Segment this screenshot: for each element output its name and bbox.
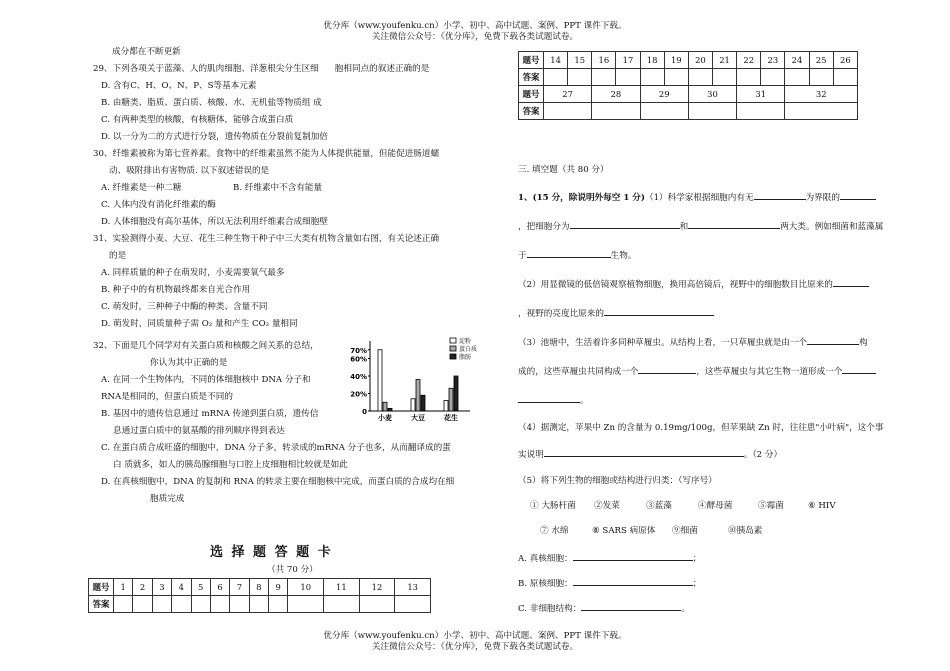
chart-bar: [416, 380, 420, 412]
card-number-cell-9: 9: [269, 579, 288, 596]
organic-matter-bar-chart: [340, 333, 478, 425]
q32-option-a-2: RNA是相同的，但蛋白质是不同的: [101, 392, 233, 402]
fill-q1-line-1: 1、(15 分，除说明外每空 1 分)（1）科学家根据细胞内有无 为界限的: [518, 190, 876, 204]
right-answer-cell-9[interactable]: [737, 69, 761, 86]
blank-6[interactable]: [833, 277, 869, 287]
answer-card-subtitle: （共 70 分）: [267, 565, 318, 575]
header-line-2: 关注微信公众号：《优分库》，免费下载各类试题试卷。: [371, 32, 579, 42]
card-number-cell-10: 10: [288, 579, 324, 596]
answer-noncellular: C. 非细胞结构： 。: [518, 601, 690, 615]
blank-9[interactable]: [638, 364, 696, 374]
right-number-cell-r2-3: 29: [640, 86, 688, 103]
item-7: ⑦ 水绵: [540, 526, 569, 536]
q30-option-c: C. 人体内没有消化纤维素的酶: [101, 200, 216, 210]
q32-stem-2: 你认为其中正确的是: [150, 358, 228, 368]
right-answer-cell-2[interactable]: [568, 69, 592, 86]
card-number-cell-3: 3: [152, 579, 171, 596]
card-answer-cell-3[interactable]: [152, 596, 171, 613]
answer-card-answer-label: 答案: [89, 596, 114, 613]
card-answer-cell-12[interactable]: [359, 596, 395, 613]
q32-option-d-2: 胞质完成: [150, 494, 185, 504]
q32-option-a-1: A. 在同一个生物体内，不同的体细胞核中 DNA 分子和: [101, 375, 311, 385]
right-answer-cell-r2-3[interactable]: [640, 103, 688, 120]
blank-4[interactable]: [688, 219, 780, 229]
chart-legend-label: 淀粉: [459, 338, 472, 345]
right-number-cell-13: 26: [833, 52, 857, 69]
q30-stem-2: 动、吸附排出有害物质. 以下叙述错误的是: [109, 166, 270, 176]
right-number-cell-r2-6: 32: [785, 86, 858, 103]
blank-eukaryote[interactable]: [573, 551, 693, 561]
q32-option-b-1: B. 基因中的遗传信息通过 mRNA 传递到蛋白质，遗传信: [101, 409, 319, 419]
right-answer-cell-13[interactable]: [833, 69, 857, 86]
card-answer-cell-4[interactable]: [172, 596, 191, 613]
fill-q3-line-1: （3）池塘中，生活着许多同种草履虫。从结构上看，一只草履虫就是由一个 构: [518, 335, 868, 349]
q31-stem-1: 31、实验测得小麦、大豆、花生三种生物干种子中三大类有机物含量如右图，有关论述正确: [93, 234, 440, 244]
chart-y-tick-label: 60%: [350, 355, 367, 364]
card-number-cell-11: 11: [324, 579, 360, 596]
right-number-row-1: [519, 52, 858, 69]
right-number-cell-9: 22: [737, 52, 761, 69]
card-answer-cell-13[interactable]: [395, 596, 431, 613]
item-3: ③蓝藻: [646, 501, 672, 511]
right-answer-cell-10[interactable]: [761, 69, 785, 86]
right-answer-row-1: [519, 69, 858, 86]
item-4: ④酵母菌: [698, 501, 733, 511]
item-10: ⑩胰岛素: [728, 526, 763, 536]
answer-eukaryote: A. 真核细胞： ；: [518, 551, 701, 565]
right-answer-row-2: [519, 103, 858, 120]
chart-legend-label: 蛋白质: [459, 346, 478, 353]
item-6: ⑥ HIV: [808, 501, 836, 511]
right-answer-cell-8[interactable]: [712, 69, 736, 86]
card-answer-cell-9[interactable]: [269, 596, 288, 613]
q32-option-b-2: 息通过蛋白质中的氨基酸的排列顺序得到表达: [113, 426, 285, 436]
blank-3[interactable]: [570, 219, 680, 229]
card-number-cell-7: 7: [230, 579, 249, 596]
blank-11[interactable]: [518, 393, 580, 403]
blank-7[interactable]: [604, 306, 714, 316]
fill-q2-line-2: ，视野的亮度比原来的: [518, 306, 714, 320]
chart-bar: [411, 399, 415, 411]
right-number-cell-4: 17: [616, 52, 640, 69]
chart-category-label: 小麦: [378, 414, 392, 422]
right-number-cell-r2-5: 31: [737, 86, 785, 103]
blank-12[interactable]: [544, 447, 744, 457]
card-answer-cell-10[interactable]: [288, 596, 324, 613]
card-number-cell-5: 5: [191, 579, 210, 596]
right-answer-cell-r2-5[interactable]: [737, 103, 785, 120]
chart-bar: [444, 401, 448, 412]
right-answer-cell-11[interactable]: [785, 69, 809, 86]
q29-stem: 29、下列各项关于蓝藻、人的肌肉细胞、洋葱根尖分生区细 胞相同点的叙述正确的是: [93, 64, 430, 74]
answer-card-number-label: 题号: [89, 579, 114, 596]
q31-option-a: A. 同样质量的种子在萌发时，小麦需要氧气最多: [101, 268, 285, 278]
fill-q3-line-3: 。: [518, 393, 589, 407]
item-8: ⑧ SARS 病原体: [592, 526, 656, 536]
card-number-cell-13: 13: [395, 579, 431, 596]
card-answer-cell-8[interactable]: [249, 596, 268, 613]
q30-option-b: B. 纤维素中不含有能量: [233, 183, 323, 193]
q32-option-d-1: D. 在真核细胞中，DNA 的复制和 RNA 的转录主要在细胞核中完成，而蛋白质的合成均在细: [101, 477, 455, 487]
chart-bar: [378, 350, 382, 411]
right-answer-label-2: 答案: [519, 103, 544, 120]
card-number-cell-6: 6: [210, 579, 229, 596]
chart-category-label: 大豆: [411, 414, 425, 422]
right-number-cell-r2-2: 28: [592, 86, 640, 103]
q30-stem-1: 30、纤维素被称为第七营养素。食物中的纤维素虽然不能为人体提供能量，但能促进肠道蠕: [93, 149, 440, 159]
chart-bar: [421, 395, 425, 411]
right-number-cell-1: 14: [544, 52, 568, 69]
q32-option-c-1: C. 在蛋白质合成旺盛的细胞中，DNA 分子多，转录成的mRNA 分子也多，从而翻译成的蛋: [101, 443, 451, 453]
chart-y-tick-label: 40%: [350, 373, 367, 381]
right-answer-label-1: 答案: [519, 69, 544, 86]
item-5: ⑤霉菌: [758, 501, 784, 511]
q29-option-b: B. 由糖类、脂质、蛋白质、核酸、水、无机盐等物质组 成: [101, 98, 322, 108]
right-answer-cell-4[interactable]: [616, 69, 640, 86]
right-answer-cell-3[interactable]: [592, 69, 616, 86]
q29-option-c: C. 有两种类型的核酸，有核糖体，能够合成蛋白质: [101, 115, 294, 125]
right-number-row-2: [519, 86, 858, 103]
right-number-cell-8: 21: [712, 52, 736, 69]
q31-option-c: C. 萌发时，三种种子中酶的种类、含量不同: [101, 302, 268, 312]
answer-card-title: 选 择 题 答 题 卡: [210, 545, 333, 560]
chart-bar: [388, 408, 392, 411]
right-number-cell-r2-4: 30: [688, 86, 736, 103]
fill-q4-line-2: 实说明 。（2 分）: [518, 447, 782, 461]
right-number-label-1: 题号: [519, 52, 544, 69]
answer-card-table: [88, 578, 431, 613]
card-number-cell-8: 8: [249, 579, 268, 596]
chart-y-tick-label: 70%: [350, 346, 367, 355]
card-answer-cell-7[interactable]: [230, 596, 249, 613]
blank-2[interactable]: [840, 190, 876, 200]
q29-option-a: D. 含有C、H、O、N、P、S等基本元素: [101, 81, 257, 91]
chart-bar: [454, 376, 458, 411]
card-answer-cell-6[interactable]: [210, 596, 229, 613]
chart-y-tick-label: 20%: [350, 390, 367, 399]
section-title: 三. 填空题（共 80 分）: [518, 165, 609, 175]
chart-category-label: 花生: [444, 414, 458, 422]
header-line-1: 优分库（www.youfenku.cn）小学、初中、高中试题、案例、PPT 课件下载。: [323, 21, 627, 31]
card-number-cell-1: 1: [114, 579, 133, 596]
card-answer-cell-11[interactable]: [324, 596, 360, 613]
right-number-cell-r2-1: 27: [544, 86, 592, 103]
footer-line-1: 优分库（www.youfenku.cn）小学、初中、高中试题、案例、PPT 课件下载。: [323, 631, 627, 641]
chart-y-tick-label: 0: [362, 408, 367, 416]
right-answer-cell-7[interactable]: [688, 69, 712, 86]
card-answer-cell-5[interactable]: [191, 596, 210, 613]
right-answer-cell-r2-4[interactable]: [688, 103, 736, 120]
chart-bar: [449, 388, 453, 411]
q31-option-b: B. 种子中的有机物最终都来自光合作用: [101, 285, 251, 295]
right-number-cell-11: 24: [785, 52, 809, 69]
q32-option-c-2: 白 质就多，如人的胰岛腺细胞与口腔上皮细胞相比较就是如此: [113, 460, 348, 470]
blank-8[interactable]: [807, 335, 859, 345]
blank-noncellular[interactable]: [581, 601, 681, 611]
answer-prokaryote: B. 原核细胞： ；: [518, 576, 701, 590]
right-number-label-2: 题号: [519, 86, 544, 103]
right-number-cell-2: 15: [568, 52, 592, 69]
right-answer-cell-r2-1[interactable]: [544, 103, 592, 120]
right-number-cell-7: 20: [688, 52, 712, 69]
card-number-cell-12: 12: [359, 579, 395, 596]
right-answer-cell-5[interactable]: [640, 69, 664, 86]
blank-5[interactable]: [527, 248, 611, 258]
fill-q3-line-2: 成的，这些草履虫共同构成一个 ，这些草履虫与其它生物一道形成一个: [518, 364, 876, 378]
card-number-cell-4: 4: [172, 579, 191, 596]
q30-option-d: D. 人体细胞没有高尔基体，所以无法利用纤维素合成细胞壁: [101, 217, 328, 227]
right-number-cell-12: 25: [809, 52, 833, 69]
q31-stem-2: 的是: [109, 251, 127, 261]
card-answer-cell-2[interactable]: [133, 596, 152, 613]
q31-option-d: D. 萌发时，同质量种子需 O₂ 量和产生 CO₂ 量相同: [101, 319, 298, 329]
fill-q2-line-1: （2）用显微镜的低倍镜观察植物细胞，换用高倍镜后，视野中的细胞数目比原来的: [518, 277, 869, 291]
chart-legend-swatch: [450, 354, 456, 359]
footer-line-2: 关注微信公众号：《优分库》，免费下载各类试题试卷。: [371, 642, 579, 652]
item-9: ⑨细菌: [672, 526, 698, 536]
card-number-cell-2: 2: [133, 579, 152, 596]
item-2: ②发菜: [594, 501, 620, 511]
right-number-cell-6: 19: [664, 52, 688, 69]
right-number-cell-3: 16: [592, 52, 616, 69]
right-answer-cell-r2-6[interactable]: [785, 103, 858, 120]
blank-1[interactable]: [754, 190, 806, 200]
blank-10[interactable]: [842, 364, 876, 374]
answer-table-right: [518, 51, 858, 120]
fill-q4-line-1: （4）据测定，苹果中 Zn 的含量为 0.19mg/100g，但苹果缺 Zn 时，往往患"小叶病"，这个事: [518, 423, 884, 433]
answer-card-number-row: [89, 579, 431, 596]
right-number-cell-10: 23: [761, 52, 785, 69]
right-answer-cell-6[interactable]: [664, 69, 688, 86]
q30-option-a: A. 纤维素是一种二糖: [101, 183, 182, 193]
item-1: ① 大肠杆菌: [530, 501, 576, 511]
continued-text: 成分都在不断更新: [112, 47, 181, 57]
fill-q1-line-2: ，把细胞分为 和 两大类。例如细菌和蓝藻属: [518, 219, 883, 233]
card-answer-cell-1[interactable]: [114, 596, 133, 613]
q29-option-d: D. 以一分为二的方式进行分裂，遗传物质在分裂前复制加倍: [101, 132, 328, 142]
right-answer-cell-1[interactable]: [544, 69, 568, 86]
q32-stem-1: 32、下面是几个同学对有关蛋白质和核酸之间关系的总结，: [93, 341, 319, 351]
right-number-cell-5: 18: [640, 52, 664, 69]
chart-legend-label: 脂肪: [459, 354, 472, 361]
chart-legend-swatch: [450, 338, 456, 343]
chart-bar: [383, 402, 387, 411]
right-answer-cell-r2-2[interactable]: [592, 103, 640, 120]
fill-q1-line-3: 于 生物。: [518, 248, 636, 262]
answer-card-answer-row: [89, 596, 431, 613]
chart-legend-swatch: [450, 346, 456, 351]
right-answer-cell-12[interactable]: [809, 69, 833, 86]
fill-q5-stem: （5）将下列生物的细胞或结构进行归类：（写序号）: [518, 476, 717, 486]
blank-prokaryote[interactable]: [573, 576, 693, 586]
